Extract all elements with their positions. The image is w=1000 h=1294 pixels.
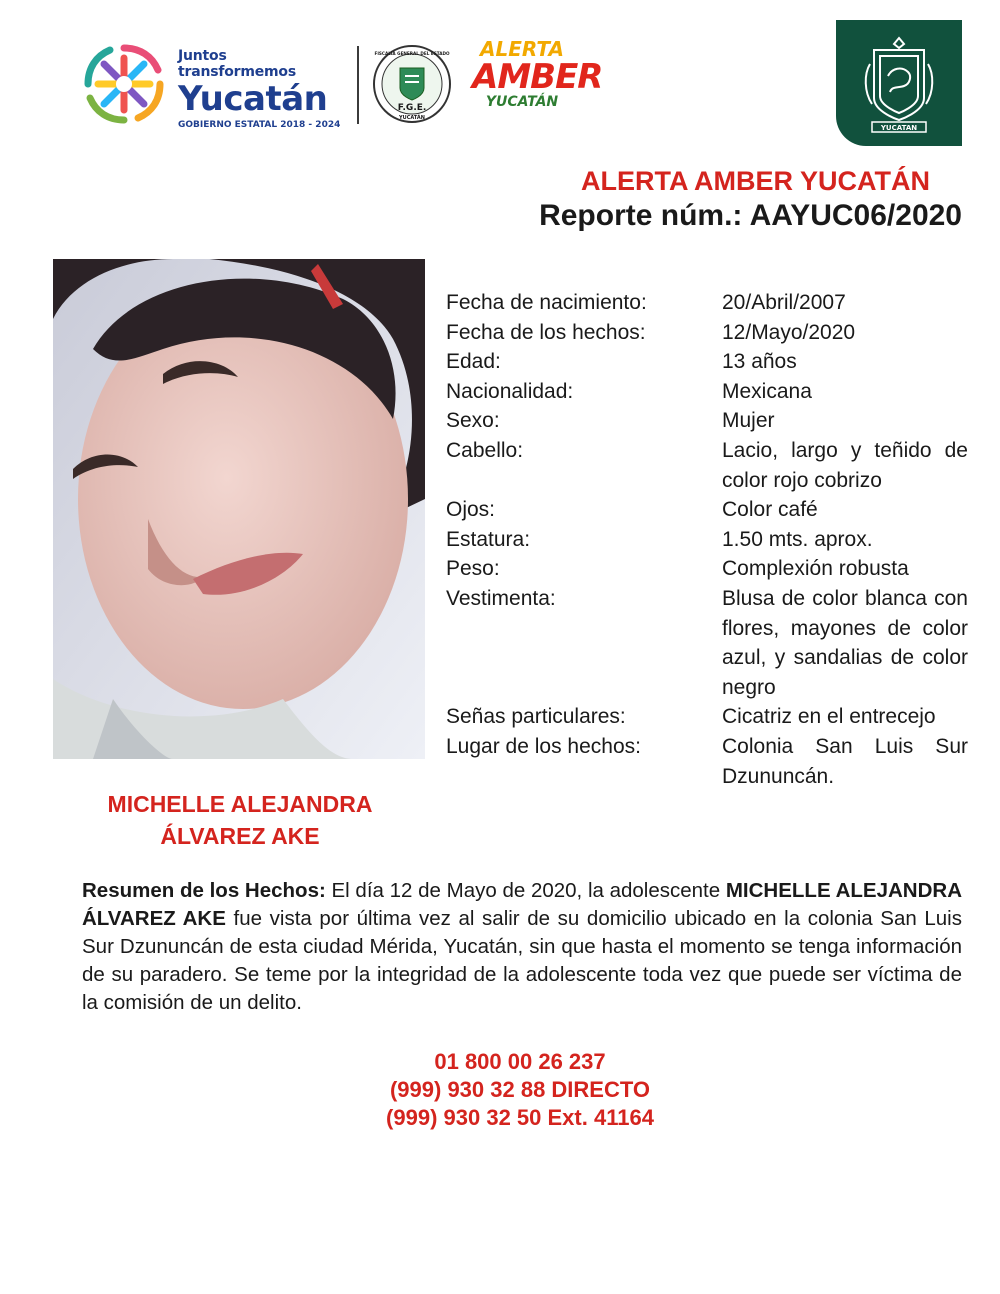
government-slogan: Juntos transformemos bbox=[178, 48, 296, 80]
detail-label: Señas particulares: bbox=[446, 705, 626, 729]
alert-title: ALERTA AMBER YUCATÁN bbox=[581, 166, 930, 196]
emblem-label: YUCATAN bbox=[880, 124, 918, 132]
detail-label: Peso: bbox=[446, 557, 500, 581]
fge-seal-logo bbox=[372, 44, 452, 124]
detail-row-birthdate bbox=[446, 288, 968, 318]
detail-value: 20/Abril/2007 bbox=[722, 291, 846, 314]
detail-value: Lacio, largo y teñido de color rojo cobrizo bbox=[722, 438, 968, 492]
detail-label: Fecha de nacimiento: bbox=[446, 291, 647, 314]
detail-value: Cicatriz en el entrecejo bbox=[722, 705, 936, 729]
detail-value: Mujer bbox=[722, 409, 775, 433]
summary-heading: Resumen de los Hechos: bbox=[82, 879, 326, 902]
fge-seal-initials: F.G.E. bbox=[397, 103, 427, 113]
yucatan-government-logo bbox=[82, 42, 166, 126]
yucatan-coat-of-arms-emblem bbox=[836, 20, 962, 146]
detail-value: Blusa de color blanca con flores, mayones de color azul, y sandalias de color negro bbox=[722, 586, 968, 699]
person-details bbox=[446, 288, 968, 791]
detail-label: Edad: bbox=[446, 350, 501, 374]
fge-seal-ring-text: FISCALÍA GENERAL DEL ESTADO bbox=[374, 51, 450, 56]
coat-of-arms-icon bbox=[836, 20, 962, 146]
detail-row-sex bbox=[446, 406, 968, 436]
detail-value: Colonia San Luis Sur Dzununcán. bbox=[722, 734, 968, 788]
summary-text-2: fue vista por última vez al salir de su domicilio ubicado en la colonia San Luis Sur Dzununcán de esta ciudad Mérida, Yucatán, sin que hasta el momento se tenga información de su paradero. Se teme por la integridad de la adolescente toda vez que puede ser víctima de la comisión de un delito. bbox=[82, 907, 962, 1014]
name-line-1: MICHELLE ALEJANDRA bbox=[107, 791, 373, 817]
alerta-amber-logo bbox=[472, 37, 603, 110]
amber-logo-line1: ALERTA bbox=[480, 37, 564, 61]
government-name: Yucatán bbox=[178, 79, 328, 119]
phone-extension[interactable]: (999) 930 32 50 Ext. 41164 bbox=[386, 1105, 654, 1130]
amber-logo-line3: YUCATÁN bbox=[485, 94, 559, 110]
detail-row-age bbox=[446, 347, 968, 377]
detail-row-height bbox=[446, 525, 968, 555]
detail-label: Sexo: bbox=[446, 409, 500, 433]
summary-name: MICHELLE ALEJANDRA ÁLVAREZ AKE bbox=[82, 879, 962, 930]
detail-row-eyes bbox=[446, 495, 968, 525]
name-line-2: ÁLVAREZ AKE bbox=[160, 823, 320, 849]
detail-label: Nacionalidad: bbox=[446, 379, 574, 403]
detail-row-hair bbox=[446, 436, 968, 495]
portrait-image bbox=[53, 259, 425, 759]
contact-phones bbox=[0, 1048, 1000, 1132]
missing-person-photo bbox=[53, 259, 425, 759]
detail-label: Ojos: bbox=[446, 498, 496, 522]
detail-row-weight bbox=[446, 554, 968, 584]
amber-logo-line2: AMBER bbox=[472, 57, 603, 97]
phone-direct[interactable]: (999) 930 32 88 DIRECTO bbox=[389, 1077, 651, 1102]
government-wordmark bbox=[178, 48, 348, 130]
detail-row-nationality bbox=[446, 377, 968, 407]
detail-row-marks bbox=[446, 702, 968, 732]
detail-row-location bbox=[446, 732, 968, 791]
detail-label: Estatura: bbox=[446, 527, 531, 551]
detail-value: 1.50 mts. aprox. bbox=[722, 527, 873, 551]
detail-row-event-date bbox=[446, 318, 968, 348]
detail-label: Vestimenta: bbox=[446, 586, 556, 610]
detail-value: 13 años bbox=[722, 350, 797, 374]
detail-value: Color café bbox=[722, 498, 818, 522]
phone-tollfree[interactable]: 01 800 00 26 237 bbox=[434, 1049, 606, 1074]
event-summary bbox=[82, 877, 962, 1017]
government-period: GOBIERNO ESTATAL 2018 - 2024 bbox=[178, 120, 341, 130]
detail-label: Fecha de los hechos: bbox=[446, 320, 646, 344]
detail-label: Cabello: bbox=[446, 438, 524, 462]
missing-person-name bbox=[60, 788, 420, 852]
header-divider bbox=[357, 46, 359, 124]
detail-row-clothing bbox=[446, 584, 968, 702]
report-number: Reporte núm.: AAYUC06/2020 bbox=[539, 199, 962, 232]
fge-seal-state: YUCATÁN bbox=[399, 115, 425, 121]
detail-value: Complexión robusta bbox=[722, 557, 909, 581]
detail-value: 12/Mayo/2020 bbox=[722, 320, 856, 344]
summary-text-1: El día 12 de Mayo de 2020, la adolescente bbox=[325, 879, 726, 902]
detail-value: Mexicana bbox=[722, 379, 812, 403]
detail-label: Lugar de los hechos: bbox=[446, 734, 641, 758]
